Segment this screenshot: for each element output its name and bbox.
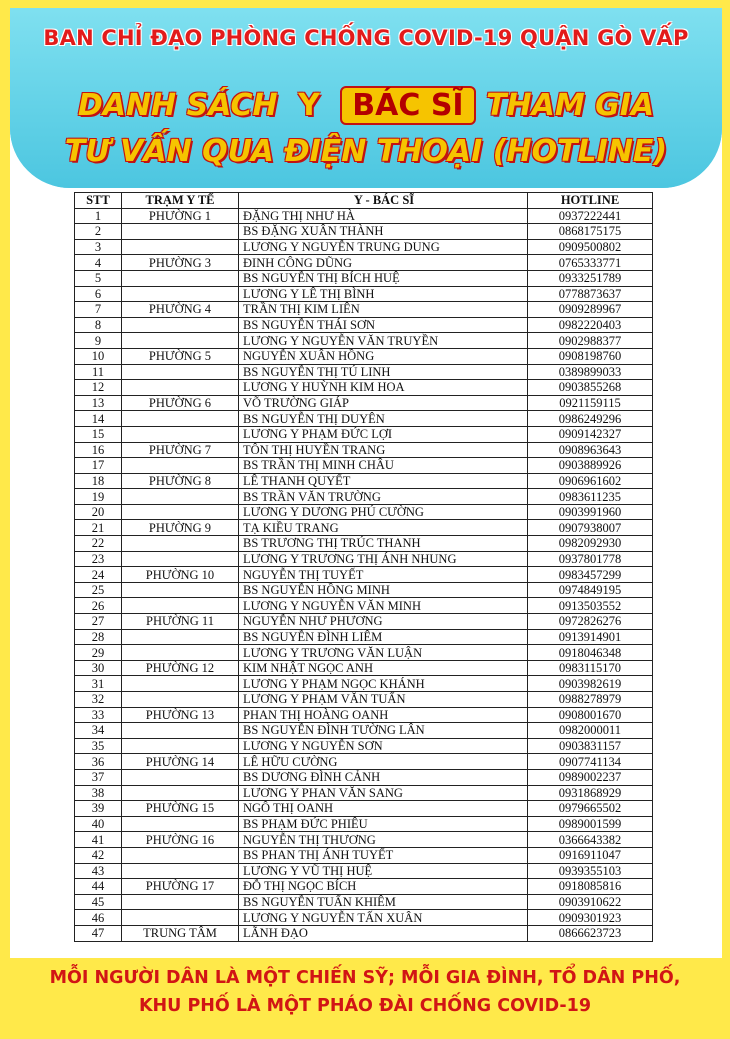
cell-hotline: 0918085816 [528, 879, 653, 895]
cell-station [122, 692, 239, 708]
cell-hotline: 0972826276 [528, 614, 653, 630]
cell-stt: 32 [75, 692, 122, 708]
cell-doctor: LƯƠNG Y VŨ THỊ HUỆ [239, 863, 528, 879]
cell-doctor: BS PHẠM ĐỨC PHIÊU [239, 816, 528, 832]
cell-hotline: 0989001599 [528, 816, 653, 832]
cell-stt: 34 [75, 723, 122, 739]
cell-station [122, 286, 239, 302]
table-row [75, 629, 653, 645]
cell-doctor: NGUYỄN THỊ THƯƠNG [239, 832, 528, 848]
cell-hotline: 0903910622 [528, 894, 653, 910]
cell-station: PHƯỜNG 10 [122, 567, 239, 583]
cell-doctor: LƯƠNG Y NGUYỄN TRUNG DUNG [239, 239, 528, 255]
cell-doctor: TÔN THỊ HUYỀN TRANG [239, 442, 528, 458]
cell-station: PHƯỜNG 6 [122, 395, 239, 411]
cell-stt: 13 [75, 395, 122, 411]
cell-stt: 43 [75, 863, 122, 879]
cell-station [122, 489, 239, 505]
cell-stt: 42 [75, 847, 122, 863]
cell-stt: 20 [75, 504, 122, 520]
table-row [75, 224, 653, 240]
cell-stt: 45 [75, 894, 122, 910]
cell-hotline: 0866623723 [528, 925, 653, 941]
cell-hotline: 0989002237 [528, 769, 653, 785]
cell-stt: 18 [75, 473, 122, 489]
cell-hotline: 0909289967 [528, 302, 653, 318]
table-row [75, 442, 653, 458]
cell-station [122, 411, 239, 427]
cell-station [122, 738, 239, 754]
cell-stt: 36 [75, 754, 122, 770]
table-body [75, 208, 653, 941]
cell-doctor: BS NGUYỄN THÁI SƠN [239, 317, 528, 333]
cell-stt: 12 [75, 380, 122, 396]
cell-doctor: LƯƠNG Y NGUYỄN TẤN XUÂN [239, 910, 528, 926]
cell-station [122, 769, 239, 785]
table-row [75, 348, 653, 364]
cell-station: PHƯỜNG 1 [122, 208, 239, 224]
cell-hotline: 0906961602 [528, 473, 653, 489]
slogan-line-2: KHU PHỐ LÀ MỘT PHÁO ĐÀI CHỐNG COVID-19 [138, 996, 592, 1016]
cell-stt: 5 [75, 270, 122, 286]
table-row [75, 879, 653, 895]
cell-stt: 1 [75, 208, 122, 224]
cell-hotline: 0903991960 [528, 504, 653, 520]
cell-hotline: 0908001670 [528, 707, 653, 723]
table-row [75, 910, 653, 926]
cell-station [122, 910, 239, 926]
cell-station: PHƯỜNG 5 [122, 348, 239, 364]
table-row [75, 255, 653, 271]
cell-doctor: BS NGUYỄN THỊ BÍCH HUỆ [239, 270, 528, 286]
cell-station: PHƯỜNG 16 [122, 832, 239, 848]
cell-doctor: LƯƠNG Y PHẠM NGỌC KHÁNH [239, 676, 528, 692]
cell-doctor: ĐẶNG THỊ NHƯ HÀ [239, 208, 528, 224]
doctor-table [74, 192, 653, 942]
cell-doctor: BS TRẦN VĂN TRƯỜNG [239, 489, 528, 505]
cell-doctor: NGUYỄN THỊ TUYẾT [239, 567, 528, 583]
cell-hotline: 0988278979 [528, 692, 653, 708]
list-title [10, 86, 722, 125]
table-row [75, 380, 653, 396]
cell-stt: 21 [75, 520, 122, 536]
cell-hotline: 0913503552 [528, 598, 653, 614]
table-row [75, 426, 653, 442]
cell-station [122, 847, 239, 863]
cell-hotline: 0918046348 [528, 645, 653, 661]
cell-doctor: NGÔ THỊ OANH [239, 801, 528, 817]
table-row [75, 364, 653, 380]
table-row [75, 473, 653, 489]
table-row [75, 847, 653, 863]
cell-doctor: BS NGUYỄN THỊ TÚ LINH [239, 364, 528, 380]
cell-stt: 26 [75, 598, 122, 614]
cell-stt: 22 [75, 536, 122, 552]
cell-stt: 25 [75, 582, 122, 598]
cell-hotline: 0778873637 [528, 286, 653, 302]
cell-station [122, 536, 239, 552]
cell-stt: 28 [75, 629, 122, 645]
cell-doctor: BS NGUYỄN HỒNG MINH [239, 582, 528, 598]
cell-stt: 7 [75, 302, 122, 318]
cell-station: PHƯỜNG 4 [122, 302, 239, 318]
cell-doctor: ĐỖ THỊ NGỌC BÍCH [239, 879, 528, 895]
table-row [75, 333, 653, 349]
cell-doctor: LƯƠNG Y NGUYỄN VĂN TRUYỀN [239, 333, 528, 349]
cell-stt: 9 [75, 333, 122, 349]
header-banner [10, 8, 722, 188]
table-row [75, 270, 653, 286]
cell-doctor: TẠ KIỀU TRANG [239, 520, 528, 536]
cell-station: PHƯỜNG 8 [122, 473, 239, 489]
cell-doctor: BS NGUYỄN THỊ DUYÊN [239, 411, 528, 427]
table-row [75, 302, 653, 318]
cell-stt: 24 [75, 567, 122, 583]
cell-station [122, 364, 239, 380]
table-row [75, 614, 653, 630]
cell-hotline: 0903831157 [528, 738, 653, 754]
cell-station [122, 333, 239, 349]
cell-stt: 8 [75, 317, 122, 333]
cell-doctor: BS DƯƠNG ĐÌNH CẢNH [239, 769, 528, 785]
cell-stt: 3 [75, 239, 122, 255]
cell-hotline: 0982000011 [528, 723, 653, 739]
cell-doctor: BS NGUYỄN TUẤN KHIÊM [239, 894, 528, 910]
cell-station [122, 458, 239, 474]
cell-stt: 47 [75, 925, 122, 941]
cell-doctor: LƯƠNG Y PHẠM VĂN TUẤN [239, 692, 528, 708]
cell-stt: 15 [75, 426, 122, 442]
cell-hotline: 0983611235 [528, 489, 653, 505]
cell-hotline: 0979665502 [528, 801, 653, 817]
cell-station [122, 816, 239, 832]
cell-doctor: ĐINH CÔNG DŨNG [239, 255, 528, 271]
cell-station [122, 426, 239, 442]
cell-stt: 11 [75, 364, 122, 380]
table-row [75, 769, 653, 785]
cell-hotline: 0765333771 [528, 255, 653, 271]
cell-hotline: 0983115170 [528, 660, 653, 676]
cell-doctor: LƯƠNG Y NGUYỄN SƠN [239, 738, 528, 754]
table-row [75, 317, 653, 333]
cell-hotline: 0974849195 [528, 582, 653, 598]
table-row [75, 239, 653, 255]
cell-station [122, 723, 239, 739]
cell-stt: 4 [75, 255, 122, 271]
table-row [75, 395, 653, 411]
cell-hotline: 0389899033 [528, 364, 653, 380]
cell-hotline: 0939355103 [528, 863, 653, 879]
cell-station [122, 224, 239, 240]
cell-doctor: LƯƠNG Y NGUYỄN VĂN MINH [239, 598, 528, 614]
list-title-y: Y [298, 88, 320, 123]
cell-station [122, 380, 239, 396]
cell-hotline: 0909301923 [528, 910, 653, 926]
cell-stt: 6 [75, 286, 122, 302]
cell-doctor: NGUYỄN XUÂN HỒNG [239, 348, 528, 364]
cell-station [122, 504, 239, 520]
slogan [0, 964, 730, 1020]
cell-doctor: LƯƠNG Y TRƯƠNG VĂN LUẬN [239, 645, 528, 661]
cell-stt: 35 [75, 738, 122, 754]
cell-station [122, 239, 239, 255]
table-row [75, 692, 653, 708]
table-row [75, 801, 653, 817]
cell-doctor: LƯƠNG Y TRƯƠNG THỊ ÁNH NHUNG [239, 551, 528, 567]
cell-station [122, 645, 239, 661]
cell-station [122, 582, 239, 598]
table-row [75, 536, 653, 552]
cell-hotline: 0986249296 [528, 411, 653, 427]
cell-station [122, 894, 239, 910]
cell-hotline: 0931868929 [528, 785, 653, 801]
cell-station: TRUNG TÂM [122, 925, 239, 941]
cell-doctor: BS NGUYỄN ĐÌNH LIÊM [239, 629, 528, 645]
cell-stt: 19 [75, 489, 122, 505]
cell-station [122, 629, 239, 645]
cell-hotline: 0909142327 [528, 426, 653, 442]
table-row [75, 411, 653, 427]
cell-hotline: 0983457299 [528, 567, 653, 583]
table-row [75, 676, 653, 692]
cell-hotline: 0916911047 [528, 847, 653, 863]
cell-stt: 14 [75, 411, 122, 427]
cell-doctor: NGUYỄN NHƯ PHƯƠNG [239, 614, 528, 630]
cell-doctor: LƯƠNG Y PHẠM ĐỨC LỢI [239, 426, 528, 442]
cell-hotline: 0982220403 [528, 317, 653, 333]
table-row [75, 567, 653, 583]
table-row [75, 816, 653, 832]
cell-stt: 44 [75, 879, 122, 895]
cell-hotline: 0868175175 [528, 224, 653, 240]
cell-station [122, 785, 239, 801]
cell-hotline: 0907741134 [528, 754, 653, 770]
cell-doctor: TRẦN THỊ KIM LIÊN [239, 302, 528, 318]
organization-title: BAN CHỈ ĐẠO PHÒNG CHỐNG COVID-19 QUẬN GÒ VẤP [43, 26, 689, 50]
cell-hotline: 0909500802 [528, 239, 653, 255]
table-row [75, 520, 653, 536]
cell-stt: 33 [75, 707, 122, 723]
cell-station [122, 598, 239, 614]
cell-stt: 23 [75, 551, 122, 567]
header-hotline: HOTLINE [528, 193, 653, 209]
cell-station: PHƯỜNG 13 [122, 707, 239, 723]
cell-hotline: 0921159115 [528, 395, 653, 411]
cell-stt: 2 [75, 224, 122, 240]
cell-station [122, 551, 239, 567]
cell-doctor: LƯƠNG Y DƯƠNG PHÚ CƯỜNG [239, 504, 528, 520]
cell-station: PHƯỜNG 12 [122, 660, 239, 676]
table-row [75, 832, 653, 848]
cell-stt: 37 [75, 769, 122, 785]
cell-doctor: LÊ HỮU CƯỜNG [239, 754, 528, 770]
table-row [75, 925, 653, 941]
cell-station [122, 270, 239, 286]
table-header-row [75, 193, 653, 209]
table-row [75, 645, 653, 661]
cell-station: PHƯỜNG 7 [122, 442, 239, 458]
cell-doctor: BS PHAN THỊ ÁNH TUYẾT [239, 847, 528, 863]
cell-station [122, 317, 239, 333]
cell-stt: 17 [75, 458, 122, 474]
cell-stt: 16 [75, 442, 122, 458]
table-row [75, 707, 653, 723]
table-row [75, 863, 653, 879]
table-row [75, 598, 653, 614]
cell-stt: 29 [75, 645, 122, 661]
table-row [75, 894, 653, 910]
cell-hotline: 0908198760 [528, 348, 653, 364]
cell-doctor: BS TRƯƠNG THỊ TRÚC THANH [239, 536, 528, 552]
cell-doctor: LƯƠNG Y PHAN VĂN SANG [239, 785, 528, 801]
cell-doctor: LÃNH ĐẠO [239, 925, 528, 941]
cell-stt: 40 [75, 816, 122, 832]
cell-hotline: 0903889926 [528, 458, 653, 474]
cell-stt: 27 [75, 614, 122, 630]
cell-station [122, 863, 239, 879]
cell-doctor: KIM NHẬT NGỌC ANH [239, 660, 528, 676]
header-doctor: Y - BÁC SĨ [239, 193, 528, 209]
list-title-suffix: THAM GIA [486, 88, 655, 123]
cell-doctor: BS NGUYỄN ĐÌNH TƯỜNG LÂN [239, 723, 528, 739]
cell-hotline: 0907938007 [528, 520, 653, 536]
cell-stt: 38 [75, 785, 122, 801]
cell-stt: 41 [75, 832, 122, 848]
header-stt: STT [75, 193, 122, 209]
cell-hotline: 0982092930 [528, 536, 653, 552]
cell-doctor: LÊ THANH QUYẾT [239, 473, 528, 489]
cell-hotline: 0908963643 [528, 442, 653, 458]
cell-doctor: LƯƠNG Y HUỲNH KIM HOA [239, 380, 528, 396]
cell-doctor: LƯƠNG Y LÊ THỊ BÌNH [239, 286, 528, 302]
cell-station: PHƯỜNG 14 [122, 754, 239, 770]
slogan-line-1: MỖI NGƯỜI DÂN LÀ MỘT CHIẾN SỸ; MỖI GIA ĐÌNH, TỔ DÂN PHỐ, [49, 968, 681, 988]
table-row [75, 738, 653, 754]
cell-station: PHƯỜNG 15 [122, 801, 239, 817]
cell-hotline: 0937801778 [528, 551, 653, 567]
table-row [75, 551, 653, 567]
table-row [75, 208, 653, 224]
cell-doctor: VÕ TRƯỜNG GIÁP [239, 395, 528, 411]
cell-hotline: 0913914901 [528, 629, 653, 645]
cell-stt: 31 [75, 676, 122, 692]
cell-hotline: 0937222441 [528, 208, 653, 224]
list-subtitle: TƯ VẤN QUA ĐIỆN THOẠI (HOTLINE) [64, 134, 668, 169]
cell-station: PHƯỜNG 9 [122, 520, 239, 536]
cell-station: PHƯỜNG 3 [122, 255, 239, 271]
cell-hotline: 0366643382 [528, 832, 653, 848]
cell-hotline: 0903855268 [528, 380, 653, 396]
cell-stt: 39 [75, 801, 122, 817]
cell-hotline: 0903982619 [528, 676, 653, 692]
cell-stt: 30 [75, 660, 122, 676]
cell-stt: 10 [75, 348, 122, 364]
cell-doctor: BS TRẦN THỊ MINH CHÂU [239, 458, 528, 474]
cell-hotline: 0933251789 [528, 270, 653, 286]
cell-doctor: PHAN THỊ HOÀNG OANH [239, 707, 528, 723]
table-row [75, 582, 653, 598]
table-row [75, 785, 653, 801]
table-row [75, 660, 653, 676]
cell-station [122, 676, 239, 692]
cell-doctor: BS ĐẶNG XUÂN THÀNH [239, 224, 528, 240]
table-row [75, 458, 653, 474]
list-title-bac-si: BÁC SĨ [340, 86, 475, 125]
table-row [75, 754, 653, 770]
list-title-prefix: DANH SÁCH [77, 88, 278, 123]
table-row [75, 504, 653, 520]
header-station: TRẠM Y TẾ [122, 193, 239, 209]
cell-station: PHƯỜNG 17 [122, 879, 239, 895]
cell-hotline: 0902988377 [528, 333, 653, 349]
table-row [75, 489, 653, 505]
table-row [75, 286, 653, 302]
cell-station: PHƯỜNG 11 [122, 614, 239, 630]
table-row [75, 723, 653, 739]
cell-stt: 46 [75, 910, 122, 926]
